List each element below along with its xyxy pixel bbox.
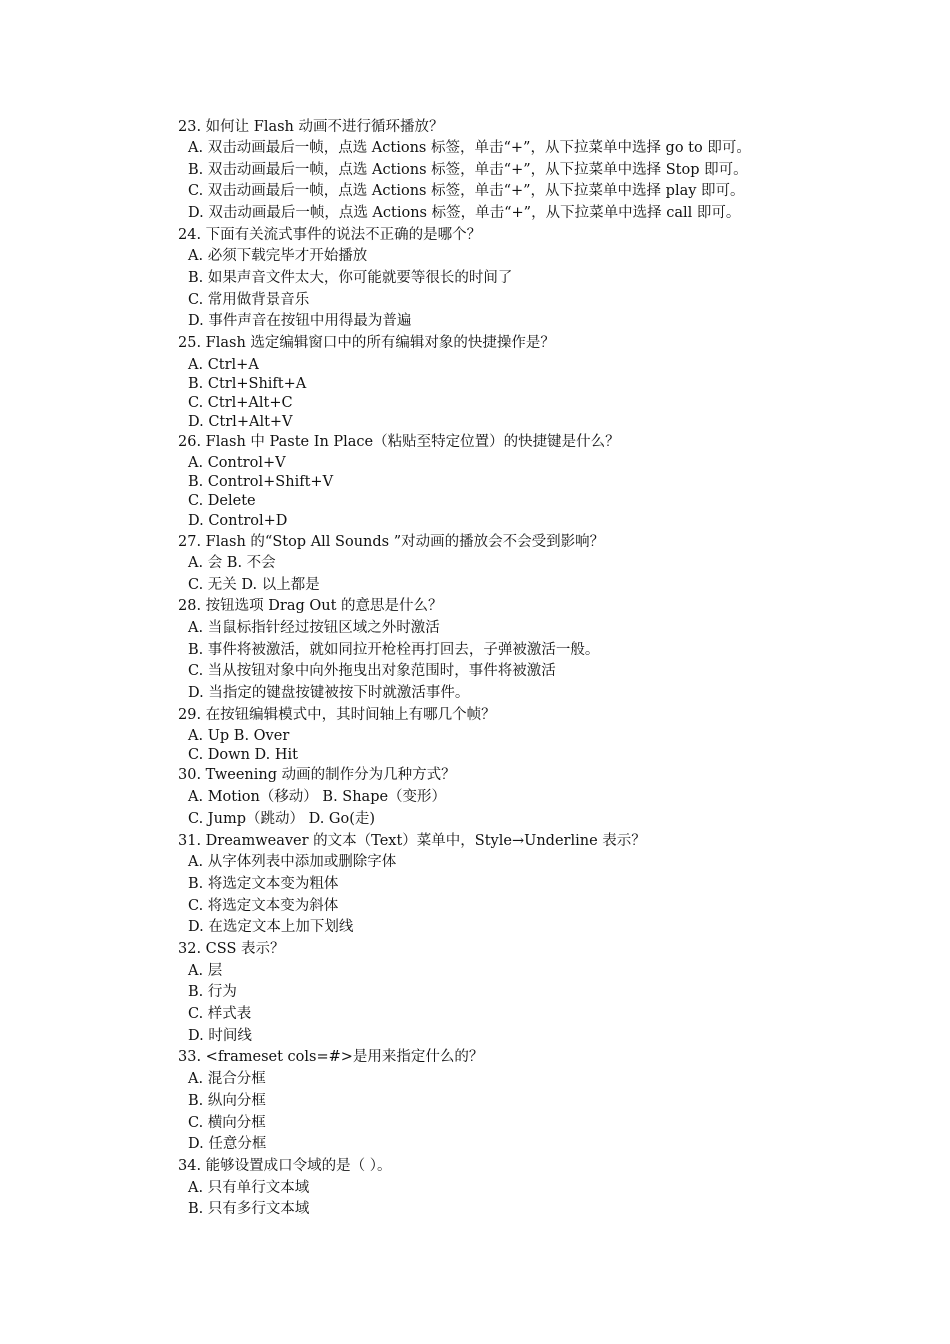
question-28-title: 28. 按钮选项 Drag Out 的意思是什么？ [178, 598, 443, 614]
question-34-option-b: B. 只有多行文本域 [188, 1201, 310, 1217]
question-23-option-a: A. 双击动画最后一帧，点选 Actions 标签，单击“+”，从下拉菜单中选择 go to 即可。 [188, 140, 751, 156]
question-33-title: 33. <frameset cols=#>是用来指定什么的？ [178, 1049, 484, 1065]
question-23-title: 23. 如何让 Flash 动画不进行循环播放？ [178, 119, 444, 135]
question-26-title: 26. Flash 中 Paste In Place（粘贴至特定位置）的快捷键是什么？ [178, 434, 620, 450]
question-26-option-b: B. Control+Shift+V [188, 474, 334, 490]
question-24-option-d: D. 事件声音在按钮中用得最为普遍 [188, 313, 412, 329]
question-31-option-c: C. 将选定文本变为斜体 [188, 898, 339, 914]
question-25-option-d: D. Ctrl+Alt+V [188, 414, 293, 430]
question-26-option-d: D. Control+D [188, 513, 288, 529]
question-32-option-b: B. 行为 [188, 984, 237, 1000]
question-32-option-a: A. 层 [188, 963, 223, 979]
question-34-option-a: A. 只有单行文本域 [188, 1180, 310, 1196]
question-28-option-d: D. 当指定的键盘按键被按下时就激活事件。 [188, 685, 470, 701]
question-30-options-cd: C. Jump（跳动） D. Go(走) [188, 811, 376, 827]
question-30-options-ab: A. Motion（移动） B. Shape（变形） [188, 789, 447, 805]
question-31-option-d: D. 在选定文本上加下划线 [188, 919, 354, 935]
question-25-option-a: A. Ctrl+A [188, 357, 259, 373]
question-28-option-a: A. 当鼠标指针经过按钮区域之外时激活 [188, 620, 440, 636]
question-26-option-a: A. Control+V [188, 455, 286, 471]
question-30-title: 30. Tweening 动画的制作分为几种方式？ [178, 767, 456, 783]
question-31-option-a: A. 从字体列表中添加或删除字体 [188, 854, 397, 870]
question-23-option-b: B. 双击动画最后一帧，点选 Actions 标签，单击“+”，从下拉菜单中选择 Stop 即可。 [188, 162, 748, 178]
question-25-option-b: B. Ctrl+Shift+A [188, 376, 307, 392]
question-24-option-b: B. 如果声音文件太大，你可能就要等很长的时间了 [188, 270, 513, 286]
question-28-option-c: C. 当从按钮对象中向外拖曳出对象范围时，事件将被激活 [188, 663, 556, 679]
question-27-options-cd: C. 无关 D. 以上都是 [188, 577, 320, 593]
question-24-option-c: C. 常用做背景音乐 [188, 292, 310, 308]
question-29-options-ab: A. Up B. Over [188, 728, 290, 744]
question-24-option-a: A. 必须下载完毕才开始播放 [188, 248, 368, 264]
question-31-option-b: B. 将选定文本变为粗体 [188, 876, 339, 892]
question-34-title: 34. 能够设置成口令域的是（ ）。 [178, 1158, 392, 1174]
question-27-options-ab: A. 会 B. 不会 [188, 555, 276, 571]
question-31-title: 31. Dreamweaver 的文本（Text）菜单中，Style→Underline 表示？ [178, 833, 646, 849]
question-32-option-c: C. 样式表 [188, 1006, 252, 1022]
question-28-option-b: B. 事件将被激活，就如同拉开枪栓再打回去，子弹被激活一般。 [188, 642, 600, 658]
question-32-option-d: D. 时间线 [188, 1028, 252, 1044]
question-33-option-c: C. 横向分框 [188, 1115, 266, 1131]
question-32-title: 32. CSS 表示？ [178, 941, 285, 957]
question-26-option-c: C. Delete [188, 493, 256, 509]
question-33-option-b: B. 纵向分框 [188, 1093, 266, 1109]
question-33-option-a: A. 混合分框 [188, 1071, 266, 1087]
question-24-title: 24. 下面有关流式事件的说法不正确的是哪个？ [178, 227, 482, 243]
question-27-title: 27. Flash 的“Stop All Sounds ”对动画的播放会不会受到影响？ [178, 534, 605, 550]
question-29-title: 29. 在按钮编辑模式中，其时间轴上有哪几个帧？ [178, 707, 496, 723]
question-25-title: 25. Flash 选定编辑窗口中的所有编辑对象的快捷操作是？ [178, 335, 555, 351]
question-25-option-c: C. Ctrl+Alt+C [188, 395, 293, 411]
question-23-option-c: C. 双击动画最后一帧，点选 Actions 标签，单击“+”，从下拉菜单中选择 play 即可。 [188, 183, 745, 199]
question-33-option-d: D. 任意分框 [188, 1136, 267, 1152]
question-29-options-cd: C. Down D. Hit [188, 747, 298, 763]
question-23-option-d: D. 双击动画最后一帧，点选 Actions 标签，单击“+”，从下拉菜单中选择 call 即可。 [188, 205, 741, 221]
